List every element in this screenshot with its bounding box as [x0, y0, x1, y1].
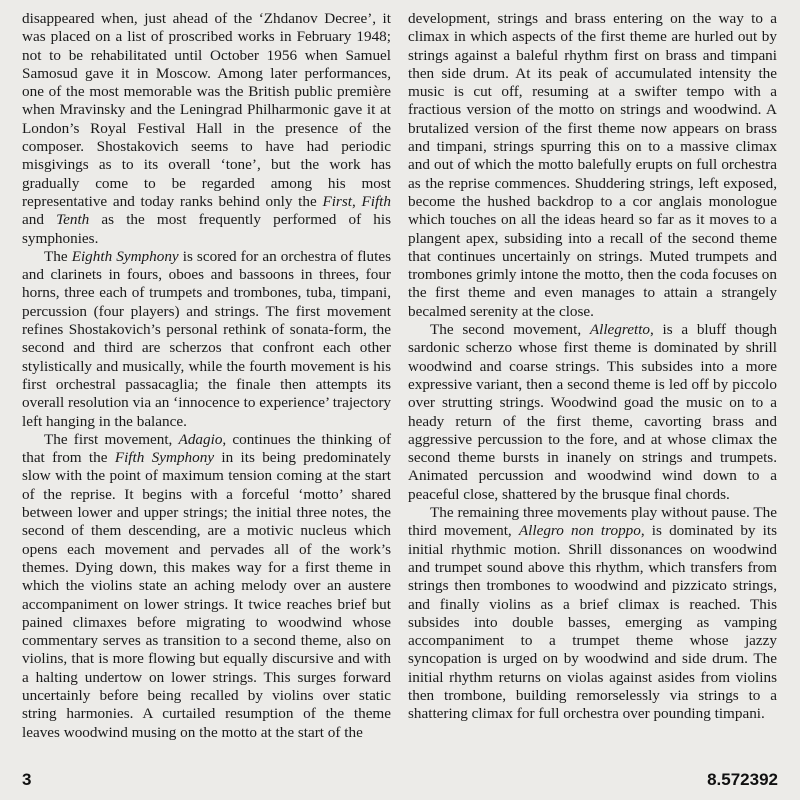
page-number: 3 — [22, 770, 32, 789]
text-segment: as the most frequently performed of his symphonies. — [22, 211, 392, 247]
paragraph-zhdanov-decree — [22, 10, 391, 248]
text-segment: The first movement, — [44, 430, 179, 448]
text-segment: and — [22, 211, 57, 229]
italic-tempo-allegretto: Allegretto — [589, 321, 651, 339]
text-segment: is scored for an orchestra of flutes and clarinets in fours, oboes and bassoons in threes, four horns, three each of trumpets and trombones, tuba, timpani, percussion (four players) and strings. The first movement refines Shostakovich’s personal rethink of sonata-form, the second and third are scherzos that confront each other stylistically and musically, while the fourth movement is his first orchestral passacaglia; the finale then attempts its overall resolution via an ‘innocence to experience’ trajectory left hanging in the balance. — [22, 247, 391, 430]
text-segment: in its being predominately slow with the point of maximum tension coming at the start of the reprise. It begins with a forceful ‘motto’ shared between lower and upper strings; the initial three notes, the second of them descending, are a motivic nucleus which opens each movement and pervades all of the work’s themes. Dying down, this makes way for a first theme in which the violins state an aching melody over an austere accompaniment on lower strings. It twice reaches brief but pained climaxes before migrating to woodwind whose commentary serves as transition to a second theme, also on violins, that is more flowing but equally discursive and with a halting undertow on lower strings. This surges forward uncertainly before being recalled by violins over static string harmonies. A curtailed resumption of the theme leaves woodwind musing on the motto at the start of the — [22, 449, 391, 741]
italic-title-eighth-symphony: Eighth Symphony — [71, 247, 179, 265]
paragraph-first-movement — [22, 431, 391, 742]
text-segment: The remaining three movements play without pause. The third movement, — [408, 504, 777, 540]
paragraph-second-movement — [408, 321, 777, 504]
text-segment: , — [351, 192, 362, 210]
italic-title-first: First — [322, 192, 352, 210]
right-column — [408, 10, 777, 724]
paragraph-orchestration — [22, 248, 391, 431]
italic-title-fifth-symphony: Fifth Symphony — [114, 449, 215, 467]
text-segment: The second movement, — [430, 321, 590, 339]
italic-title-tenth: Tenth — [56, 211, 90, 229]
text-segment: development, strings and brass entering on the way to a climax in which aspects of the first theme are hurled out by strings against a baleful rhythm first on brass and timpani then side drum. At its peak of accumulated intensity the music is cut off, resuming at a swifter tempo with a fractious version of the motto on strings and woodwind. A brutalized version of the first theme now appears on brass and timpani, strings spurring this on to a massive climax and out of which the motto balefully erupts on full orchestra as the reprise commences. Shuddering strings, left exposed, become the hushed backdrop to a cor anglais monologue which touches on all the ideas heard so far as it moves to a plangent apex, subsiding into a recall of the second theme that continues uncertainly on strings. Muted trumpets and trombones grimly intone the motto, then the coda focuses on the first theme and even manages to attain a strangely becalmed serenity at the close. — [408, 10, 777, 320]
left-column — [22, 10, 391, 742]
text-segment: , is dominated by its initial rhythmic motion. Shrill dissonances on woodwind and trumpet sound above this rhythm, which transfers from strings then trombones to woodwind and pizzicato strings, and finally violins as a brief climax is reached. This subsides into double basses, emerging as vamping accompaniment to a trumpet theme whose jazzy syncopation is urged on by woodwind and side drum. The initial rhythm returns on violas against asides from violins then trombone, building remorselessly via strings to a shattering climax for full orchestra over pounding timpani. — [408, 522, 778, 723]
text-segment: disappeared when, just ahead of the ‘Zhdanov Decree’, it was placed on a list of proscribed works in February 1948; not to be rehabilitated until October 1956 when Samuel Samosud gave it in Moscow. Among later performances, one of the most memorable was the British public première when Mravinsky and the Leningrad Philharmonic gave it at London’s Royal Festival Hall in the presence of the composer. Shostakovich seems to have had periodic misgivings as to its overall ‘tone’, but the work has gradually come to be regarded among his most representative and today ranks behind only the — [22, 10, 391, 210]
italic-title-fifth: Fifth — [361, 192, 391, 210]
paragraph-development — [408, 10, 777, 321]
text-segment: , continues the thinking of that from the — [22, 430, 391, 467]
paragraph-third-movement — [408, 504, 777, 724]
italic-tempo-adagio: Adagio — [178, 430, 223, 448]
text-segment: , is a bluff though sardonic scherzo whose first theme is dominated by shrill woodwind and coarse strings. This subsides into a more expressive variant, then a second theme is led off by piccolo over strutting strings. Woodwind goad the music on to a heady return of the first theme, cavorting brass and aggressive percussion to the fore, and at whose climax the second theme bursts in inanely on strings and trumpets. Animated percussion and woodwind wind down to a peaceful close, shattered by the brusque final chords. — [408, 321, 777, 503]
text-segment: The — [44, 247, 72, 265]
italic-tempo-allegro-non-troppo: Allegro non troppo — [518, 522, 641, 540]
catalog-number: 8.572392 — [707, 770, 778, 789]
